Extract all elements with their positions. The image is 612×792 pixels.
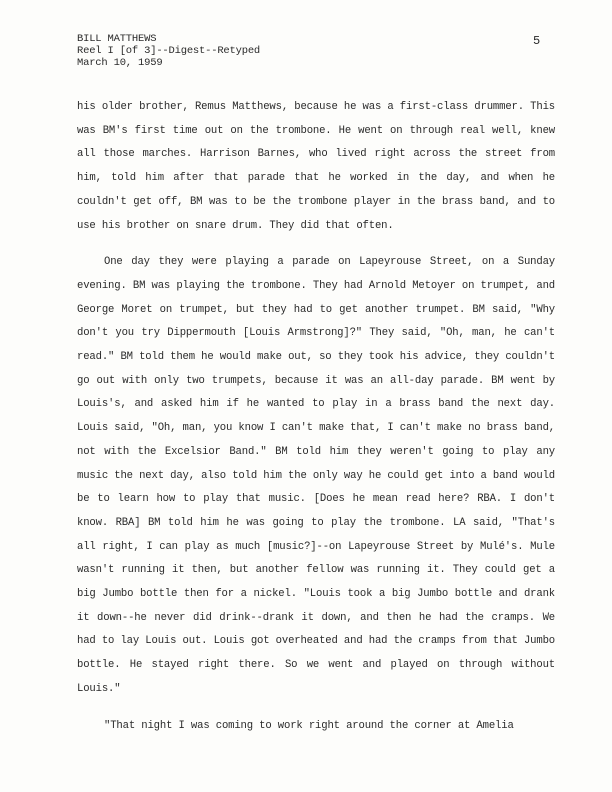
page-number: 5	[533, 34, 541, 48]
header-name: BILL MATTHEWS	[77, 33, 157, 45]
paragraph-3: "That night I was coming to work right around the corner at Amelia	[104, 719, 514, 732]
header-reel: Reel I [of 3]--Digest--Retyped	[77, 45, 261, 57]
header-date: March 10, 1959	[77, 57, 163, 69]
paragraph-2: One day they were playing a parade on Lapeyrouse Street, on a Sunday evening. BM was playing the trombone. They had Arnold Metoyer on trumpet, and George Moret on trumpet, but they had to get another trumpet. BM said, "Why don't you try Dippermouth [Louis Armstrong]?" They said, "Oh, man, he can't read." BM told them he would make out, so they took his advice, they couldn't go out with only two trumpets, because it was an all-day parade. BM went by Louis's, and asked him if he wanted to play in a brass band the next day. Louis said, "Oh, man, you know I can't make that, I can't make no brass band, not with the Excelsior Band." BM told him they weren't going to play any music the next day, also told him the only way he could get into a band would be to learn how to play that music. [Does he mean read here? RBA. I don't know. RBA] BM told him he was going to play the trombone. LA said, "That's all right, I can play as much [music?]--on Lapeyrouse Street by Mulé's. Mule wasn't running it then, but another fellow was running it. They could get a big Jumbo bottle then for a nickel. "Louis took a big Jumbo bottle and drank it down--he never did drink--drank it down, and then he had the cramps. We had to lay Louis out. Louis got overheated and had the cramps from that Jumbo bottle. He stayed right there. So we went and played on through without Louis."	[77, 256, 555, 695]
margin-smudge	[6, 120, 20, 160]
transcript-body	[77, 96, 555, 751]
paragraph-1: his older brother, Remus Matthews, because he was a first-class drummer. This was BM's first time out on the trombone. He went on through real well, knew all those marches. Harrison Barnes, who lived right across the street from him, told him after that parade that he worked in the day, and when he couldn't get off, BM was to be the trombone player in the brass band, and to use his brother on snare drum. They did that often.	[77, 101, 555, 232]
document-header	[77, 33, 260, 69]
